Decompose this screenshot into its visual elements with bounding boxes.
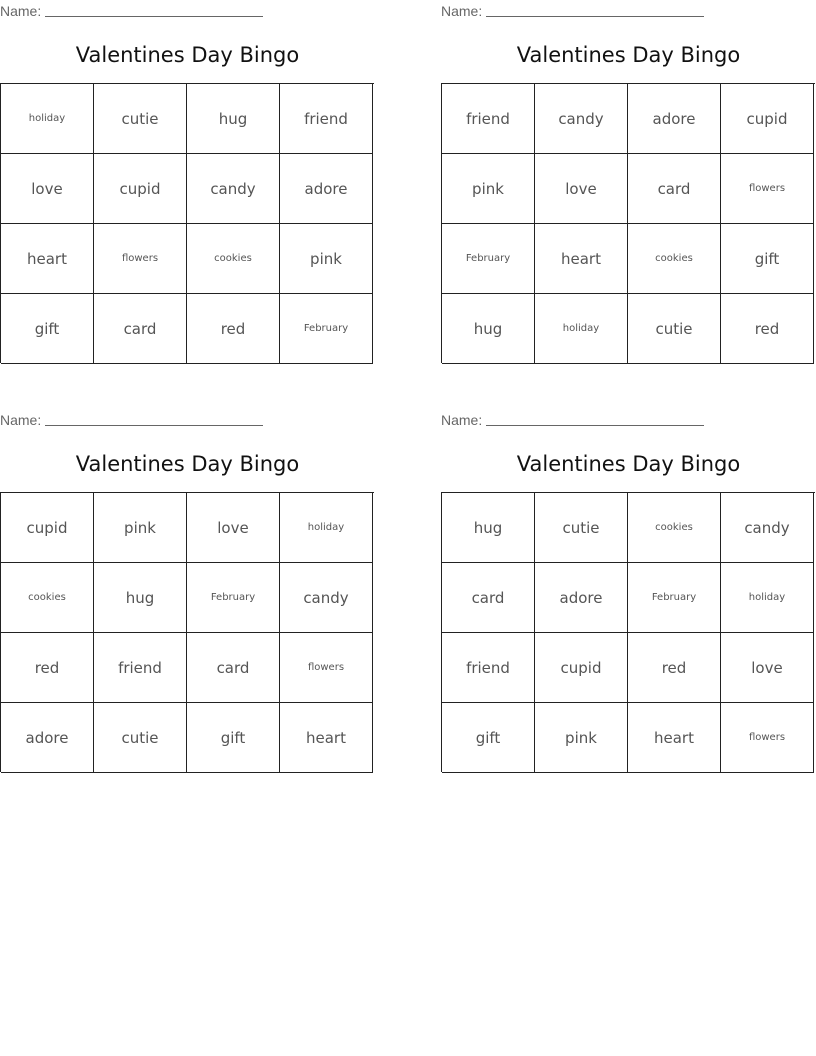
bingo-cell: hug <box>94 563 187 633</box>
bingo-cell: holiday <box>535 294 628 364</box>
bingo-cell: hug <box>442 493 535 563</box>
bingo-cell: heart <box>628 703 721 773</box>
bingo-cell: flowers <box>721 703 814 773</box>
bingo-cell: card <box>628 154 721 224</box>
bingo-cell: pink <box>94 493 187 563</box>
bingo-grid <box>441 492 815 772</box>
bingo-card-2 <box>441 0 816 365</box>
bingo-grid <box>441 83 815 363</box>
bingo-cell: heart <box>1 224 94 294</box>
bingo-cell: February <box>442 224 535 294</box>
bingo-cell: cutie <box>94 703 187 773</box>
bingo-cell: cutie <box>535 493 628 563</box>
bingo-cell: gift <box>187 703 280 773</box>
bingo-cell: holiday <box>1 84 94 154</box>
name-underline <box>45 16 263 17</box>
card-title: Valentines Day Bingo <box>516 452 741 476</box>
bingo-cell: holiday <box>721 563 814 633</box>
bingo-cell: cupid <box>535 633 628 703</box>
name-underline <box>486 16 704 17</box>
bingo-cell: February <box>280 294 373 364</box>
bingo-cell: cookies <box>1 563 94 633</box>
bingo-cell: candy <box>187 154 280 224</box>
bingo-cell: red <box>1 633 94 703</box>
bingo-cell: gift <box>1 294 94 364</box>
bingo-cell: February <box>187 563 280 633</box>
bingo-cell: cupid <box>94 154 187 224</box>
bingo-cell: love <box>535 154 628 224</box>
bingo-cell: hug <box>442 294 535 364</box>
bingo-cell: adore <box>280 154 373 224</box>
bingo-cell: candy <box>280 563 373 633</box>
card-title: Valentines Day Bingo <box>75 43 300 67</box>
bingo-card-1 <box>0 0 375 365</box>
bingo-grid <box>0 83 374 363</box>
card-title: Valentines Day Bingo <box>75 452 300 476</box>
bingo-cell: red <box>187 294 280 364</box>
name-label: Name: <box>441 3 483 19</box>
bingo-cell: friend <box>94 633 187 703</box>
bingo-cell: card <box>442 563 535 633</box>
bingo-cell: pink <box>442 154 535 224</box>
bingo-cell: love <box>187 493 280 563</box>
bingo-cell: red <box>628 633 721 703</box>
bingo-cell: friend <box>280 84 373 154</box>
bingo-cell: friend <box>442 84 535 154</box>
bingo-cell: cookies <box>628 493 721 563</box>
bingo-cell: love <box>1 154 94 224</box>
bingo-cell: friend <box>442 633 535 703</box>
bingo-cell: pink <box>280 224 373 294</box>
bingo-cell: heart <box>535 224 628 294</box>
bingo-cell: card <box>187 633 280 703</box>
bingo-cell: flowers <box>94 224 187 294</box>
bingo-cell: cupid <box>721 84 814 154</box>
bingo-cell: heart <box>280 703 373 773</box>
bingo-cell: candy <box>535 84 628 154</box>
bingo-card-4 <box>441 409 816 774</box>
bingo-cell: card <box>94 294 187 364</box>
bingo-cell: candy <box>721 493 814 563</box>
bingo-card-3 <box>0 409 375 774</box>
name-underline <box>486 425 704 426</box>
bingo-cell: cutie <box>628 294 721 364</box>
bingo-cell: hug <box>187 84 280 154</box>
name-label: Name: <box>0 412 42 428</box>
bingo-cell: February <box>628 563 721 633</box>
name-label: Name: <box>441 412 483 428</box>
bingo-cell: flowers <box>721 154 814 224</box>
bingo-cell: cookies <box>187 224 280 294</box>
bingo-cell: cutie <box>94 84 187 154</box>
bingo-cell: gift <box>721 224 814 294</box>
name-label: Name: <box>0 3 42 19</box>
bingo-cell: flowers <box>280 633 373 703</box>
bingo-cell: cupid <box>1 493 94 563</box>
bingo-cell: gift <box>442 703 535 773</box>
bingo-cell: cookies <box>628 224 721 294</box>
name-underline <box>45 425 263 426</box>
bingo-grid <box>0 492 374 772</box>
bingo-cell: holiday <box>280 493 373 563</box>
bingo-cell: love <box>721 633 814 703</box>
bingo-cell: red <box>721 294 814 364</box>
bingo-cell: adore <box>535 563 628 633</box>
bingo-cell: adore <box>628 84 721 154</box>
bingo-cell: adore <box>1 703 94 773</box>
card-title: Valentines Day Bingo <box>516 43 741 67</box>
bingo-cell: pink <box>535 703 628 773</box>
